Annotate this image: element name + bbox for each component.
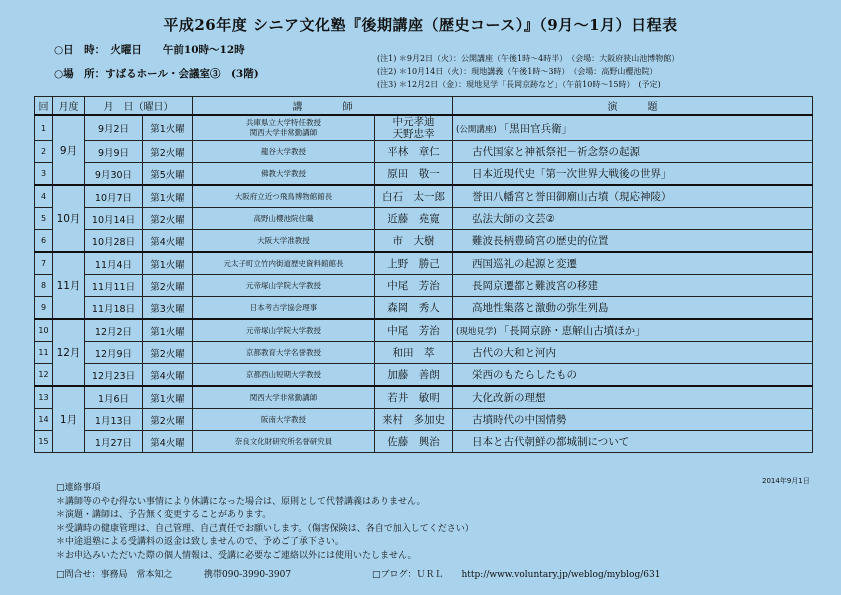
lecturer-affiliation: 元太子町立竹内街道歴史資料館館長 bbox=[193, 252, 375, 275]
session-date: 9月30日 bbox=[85, 163, 143, 186]
lecturer-affiliation: 奈良文化財研究所名誉研究員 bbox=[193, 431, 375, 453]
lecturer-name: 中元孝迪 天野忠幸 bbox=[375, 115, 453, 141]
table-row bbox=[35, 342, 813, 364]
header-no: 回 bbox=[35, 97, 53, 116]
table-row bbox=[35, 185, 813, 208]
table-row bbox=[35, 386, 813, 409]
lecturer-name: 近藤 堯寛 bbox=[375, 208, 453, 230]
contact-line: ＊演題・講師は、予告無く変更することがあります。 bbox=[56, 510, 272, 520]
lecture-topic bbox=[453, 208, 813, 230]
lecturer-affiliation: 日本考古学協会理事 bbox=[193, 297, 375, 320]
venue: ○場 所：すばるホール・会議室③ (3階) bbox=[54, 68, 259, 80]
topic-title: 栄西のもたらしたもの bbox=[472, 369, 577, 381]
month-cell: 10月 bbox=[53, 185, 85, 252]
session-number: 6 bbox=[35, 230, 53, 253]
session-date: 12月23日 bbox=[85, 364, 143, 387]
topic-title: 弘法大師の文芸② bbox=[472, 213, 555, 225]
session-date: 11月11日 bbox=[85, 275, 143, 297]
session-weekday: 第1火曜 bbox=[143, 252, 193, 275]
lecturer-name: 原田 敬一 bbox=[375, 163, 453, 186]
session-weekday: 第1火曜 bbox=[143, 185, 193, 208]
lecture-topic bbox=[453, 275, 813, 297]
lecture-topic bbox=[453, 342, 813, 364]
topic-prefix: (現地見学) bbox=[456, 327, 497, 337]
topic-title: 古代国家と神祇祭祀－祈念祭の起源 bbox=[472, 146, 640, 158]
lecturer-name: 来村 多加史 bbox=[375, 409, 453, 431]
topic-title: 日本と古代朝鮮の都城制について bbox=[472, 436, 630, 448]
issue-date: 2014年9月1日 bbox=[762, 477, 810, 485]
lecture-topic bbox=[453, 364, 813, 387]
lecturer-name: 若井 敏明 bbox=[375, 386, 453, 409]
lecture-topic bbox=[453, 431, 813, 453]
month-cell: 12月 bbox=[53, 319, 85, 386]
table-row bbox=[35, 115, 813, 141]
session-number: 7 bbox=[35, 252, 53, 275]
lecturer-name: 市 大樹 bbox=[375, 230, 453, 253]
session-number: 1 bbox=[35, 115, 53, 141]
session-date: 1月6日 bbox=[85, 386, 143, 409]
session-weekday: 第3火曜 bbox=[143, 297, 193, 320]
session-date: 9月2日 bbox=[85, 115, 143, 141]
session-number: 3 bbox=[35, 163, 53, 186]
header-month: 月度 bbox=[53, 97, 85, 116]
page-title: 平成26年度 シニア文化塾『後期講座（歴史コース）』（9月～1月）日程表 bbox=[163, 16, 678, 34]
session-weekday: 第2火曜 bbox=[143, 275, 193, 297]
lecturer-affiliation: 関西大学非常勤講師 bbox=[193, 386, 375, 409]
session-weekday: 第4火曜 bbox=[143, 364, 193, 387]
topic-title: 大化改新の理想 bbox=[472, 392, 546, 404]
lecturer-name: 平林 章仁 bbox=[375, 141, 453, 163]
session-number: 12 bbox=[35, 364, 53, 387]
lecturer-affiliation: 大阪府立近つ飛鳥博物館館長 bbox=[193, 185, 375, 208]
month-cell: 1月 bbox=[53, 386, 85, 453]
session-number: 9 bbox=[35, 297, 53, 320]
topic-title: 古墳時代の中国情勢 bbox=[472, 414, 567, 426]
session-weekday: 第2火曜 bbox=[143, 141, 193, 163]
session-date: 10月14日 bbox=[85, 208, 143, 230]
lecturer-name: 白石 太一郎 bbox=[375, 185, 453, 208]
table-header-row bbox=[35, 97, 813, 116]
lecturer-affiliation: 大阪大学准教授 bbox=[193, 230, 375, 253]
session-date: 12月2日 bbox=[85, 319, 143, 342]
schedule-table bbox=[34, 96, 813, 453]
lecture-topic bbox=[453, 141, 813, 163]
session-number: 11 bbox=[35, 342, 53, 364]
lecturer-name: 中尾 芳治 bbox=[375, 275, 453, 297]
lecturer-affiliation: 龍谷大学教授 bbox=[193, 141, 375, 163]
table-row bbox=[35, 252, 813, 275]
topic-title: 西国巡礼の起源と変遷 bbox=[472, 258, 577, 270]
session-number: 10 bbox=[35, 319, 53, 342]
session-weekday: 第2火曜 bbox=[143, 208, 193, 230]
session-weekday: 第1火曜 bbox=[143, 386, 193, 409]
lecture-topic bbox=[453, 297, 813, 320]
month-cell: 9月 bbox=[53, 115, 85, 185]
table-row bbox=[35, 431, 813, 453]
lecture-topic bbox=[453, 252, 813, 275]
topic-prefix: (公開講座) bbox=[456, 124, 497, 135]
blog-url[interactable]: □ブログ：ＵＲＬ http://www.voluntary.jp/weblog/myblog/631 bbox=[372, 570, 661, 580]
lecturer-affiliation: 元帝塚山学院大学教授 bbox=[193, 275, 375, 297]
table-row bbox=[35, 409, 813, 431]
session-weekday: 第2火曜 bbox=[143, 342, 193, 364]
lecturer-affiliation: 元帝塚山学院大学教授 bbox=[193, 319, 375, 342]
lecture-topic bbox=[453, 409, 813, 431]
session-weekday: 第4火曜 bbox=[143, 431, 193, 453]
lecturer-name: 和田 萃 bbox=[375, 342, 453, 364]
lecturer-affiliation: 佛教大学教授 bbox=[193, 163, 375, 186]
table-row bbox=[35, 275, 813, 297]
notes bbox=[377, 52, 679, 91]
lecture-topic bbox=[453, 115, 813, 141]
schedule-time: ○日 時： 火曜日 午前10時～12時 bbox=[54, 44, 245, 56]
session-date: 1月13日 bbox=[85, 409, 143, 431]
session-date: 9月9日 bbox=[85, 141, 143, 163]
session-number: 15 bbox=[35, 431, 53, 453]
topic-title: 「長岡京跡・恵解山古墳ほか」 bbox=[498, 325, 646, 337]
table-row bbox=[35, 230, 813, 253]
lecture-topic bbox=[453, 185, 813, 208]
table-row bbox=[35, 319, 813, 342]
session-weekday: 第2火曜 bbox=[143, 409, 193, 431]
lecturer-name: 佐藤 興治 bbox=[375, 431, 453, 453]
session-date: 1月27日 bbox=[85, 431, 143, 453]
session-weekday: 第5火曜 bbox=[143, 163, 193, 186]
session-number: 2 bbox=[35, 141, 53, 163]
table-row bbox=[35, 364, 813, 387]
phone-number: 携帯090-3990-3907 bbox=[204, 570, 292, 580]
lecture-topic bbox=[453, 319, 813, 342]
table-row bbox=[35, 208, 813, 230]
session-weekday: 第1火曜 bbox=[143, 115, 193, 141]
note-2: (注2) ＊10月14日（火）：現地講義（午後1時～3時） （会場：高野山櫻池院） bbox=[377, 67, 658, 76]
month-cell: 11月 bbox=[53, 252, 85, 319]
office-contact: □問合せ：事務局 常本知之 bbox=[56, 570, 173, 580]
contact-line: ＊お申込みいただいた際の個人情報は、受講に必要なご連絡以外には使用いたしません。 bbox=[56, 550, 417, 561]
topic-title: 長岡京遷都と難波宮の移建 bbox=[472, 280, 598, 292]
contact-line: ＊講師等のやむ得ない事情により休講になった場合は、原則として代替講義はありません。 bbox=[56, 496, 426, 507]
topic-title: 日本近現代史「第一次世界大戦後の世界」 bbox=[472, 168, 672, 180]
note-3: (注3) ＊12月2日（金）：現地見学「長岡京跡など」（午前10時～15時） (予定) bbox=[377, 80, 661, 89]
session-date: 12月9日 bbox=[85, 342, 143, 364]
schedule-body bbox=[35, 115, 813, 453]
topic-title: 古代の大和と河内 bbox=[472, 347, 556, 359]
note-1: (注1) ＊9月2日（火）：公開講座（午後1時～4時半） （会場：大阪府狭山池博物館） bbox=[377, 54, 680, 63]
contact-heading: □連絡事項 bbox=[56, 483, 101, 493]
topic-title: 難波長柄豊碕宮の歴史的位置 bbox=[472, 235, 609, 247]
session-number: 8 bbox=[35, 275, 53, 297]
lecturer-name: 上野 勝己 bbox=[375, 252, 453, 275]
topic-title: 誉田八幡宮と誉田御廟山古墳（現応神陵） bbox=[472, 191, 672, 203]
session-number: 13 bbox=[35, 386, 53, 409]
table-row bbox=[35, 297, 813, 320]
lecture-topic bbox=[453, 230, 813, 253]
lecturer-name: 加藤 善朗 bbox=[375, 364, 453, 387]
contact-line: ＊受講時の健康管理は、自己管理、自己責任でお願いします。（傷害保険は、各自で加入してください） bbox=[56, 523, 474, 534]
session-date: 11月4日 bbox=[85, 252, 143, 275]
lecturer-name: 森岡 秀人 bbox=[375, 297, 453, 320]
lecturer-affiliation: 高野山櫻池院住職 bbox=[193, 208, 375, 230]
session-date: 11月18日 bbox=[85, 297, 143, 320]
session-date: 10月7日 bbox=[85, 185, 143, 208]
header-date: 月 日（曜日） bbox=[85, 97, 193, 116]
lecturer-affiliation: 京都教育大学名誉教授 bbox=[193, 342, 375, 364]
lecture-topic bbox=[453, 386, 813, 409]
session-weekday: 第4火曜 bbox=[143, 230, 193, 253]
session-number: 14 bbox=[35, 409, 53, 431]
lecturer-affiliation: 阪南大学教授 bbox=[193, 409, 375, 431]
session-weekday: 第1火曜 bbox=[143, 319, 193, 342]
contact-notes bbox=[56, 482, 474, 563]
table-row bbox=[35, 163, 813, 186]
session-number: 5 bbox=[35, 208, 53, 230]
lecture-topic bbox=[453, 163, 813, 186]
lecturer-name: 中尾 芳治 bbox=[375, 319, 453, 342]
contact-line: ＊中途退塾による受講料の返金は致しませんので、予めご了承下さい。 bbox=[56, 537, 344, 547]
topic-title: 高地性集落と激動の弥生列島 bbox=[472, 302, 609, 314]
session-number: 4 bbox=[35, 185, 53, 208]
session-date: 10月28日 bbox=[85, 230, 143, 253]
lecturer-affiliation: 兵庫県立大学特任教授 関西大学非常勤講師 bbox=[193, 115, 375, 141]
table-row bbox=[35, 141, 813, 163]
lecturer-affiliation: 京都西山短期大学教授 bbox=[193, 364, 375, 387]
topic-title: 「黒田官兵衛」 bbox=[498, 122, 573, 135]
header-lecturer: 講 師 bbox=[193, 97, 453, 116]
header-topic: 演 題 bbox=[453, 97, 813, 116]
